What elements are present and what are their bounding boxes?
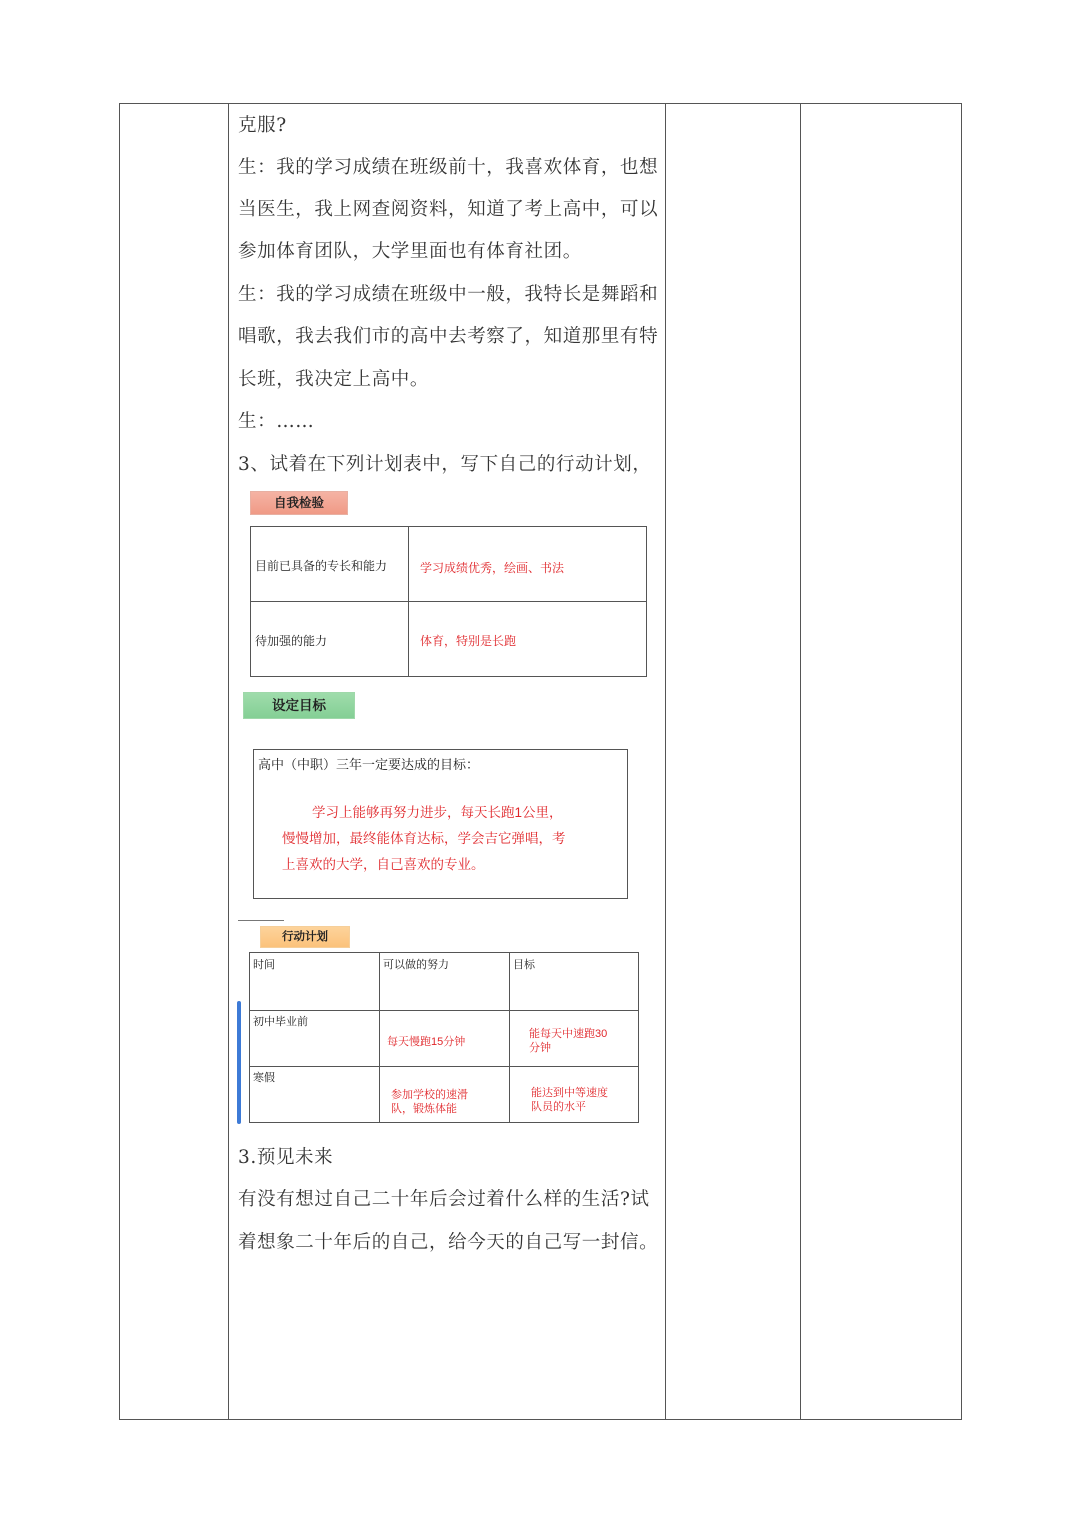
column-divider (509, 953, 510, 1122)
paragraph: 生：我的学习成绩在班级前十，我喜欢体育，也想 (238, 157, 659, 178)
self-check-tag: 自我检验 (250, 491, 348, 515)
table-cell: 参加学校的速滑 (391, 1089, 468, 1101)
goal-text: 上喜欢的大学，自己喜欢的专业。 (282, 857, 485, 872)
paragraph: 有没有想过自己二十年后会过着什么样的生活?试 (238, 1189, 650, 1210)
paragraph: 着想象二十年后的自己，给今天的自己写一封信。 (238, 1232, 659, 1253)
table-cell: 初中毕业前 (253, 1016, 308, 1028)
table-cell: 寒假 (253, 1072, 275, 1084)
paragraph: 当医生，我上网查阅资料，知道了考上高中，可以 (238, 199, 659, 220)
table-cell: 体育，特别是长跑 (420, 634, 517, 648)
paragraph: 唱歌，我去我们市的高中去考察了，知道那里有特 (238, 326, 659, 347)
paragraph: 长班，我决定上高中。 (238, 369, 430, 390)
table-cell: 学习成绩优秀，绘画、书法 (420, 561, 565, 575)
accent-bar (237, 1001, 241, 1124)
goal-text: 慢慢增加，最终能体育达标，学会吉它弹唱，考 (282, 831, 566, 846)
divider (238, 920, 284, 921)
table-cell: 待加强的能力 (255, 634, 328, 648)
action-plan-table (249, 952, 639, 1123)
goal-tag: 设定目标 (243, 692, 355, 719)
section-title: 3.预见未来 (238, 1147, 334, 1168)
table-header: 时间 (253, 959, 275, 971)
paragraph: 生：我的学习成绩在班级中一般，我特长是舞蹈和 (238, 284, 659, 305)
table-cell: 队，锻炼体能 (391, 1103, 457, 1115)
table-cell: 分钟 (529, 1042, 551, 1054)
goal-text: 学习上能够再努力进步，每天长跑1公里， (312, 805, 563, 820)
column-divider (800, 104, 801, 1419)
goal-heading: 高中（中职）三年一定要达成的目标： (258, 757, 480, 772)
table-cell: 队员的水平 (531, 1101, 586, 1113)
row-divider (250, 1010, 638, 1011)
table-header: 目标 (513, 959, 535, 971)
table-cell: 能每天中速跑30 (529, 1028, 608, 1040)
paragraph: 克服? (238, 115, 287, 136)
table-cell: 能达到中等速度 (531, 1087, 608, 1099)
column-divider (665, 104, 666, 1419)
self-check-table (250, 526, 647, 677)
row-divider (251, 601, 646, 602)
table-cell: 每天慢跑15分钟 (387, 1036, 466, 1048)
paragraph: 生：…… (238, 411, 315, 432)
table-header: 可以做的努力 (383, 959, 449, 971)
paragraph: 3、试着在下列计划表中，写下自己的行动计划， (238, 454, 652, 475)
row-divider (250, 1066, 638, 1067)
action-plan-tag: 行动计划 (260, 926, 350, 948)
content-cell (228, 103, 665, 1420)
paragraph: 参加体育团队，大学里面也有体育社团。 (238, 241, 582, 262)
column-divider (379, 953, 380, 1122)
goal-box (253, 749, 628, 899)
table-cell: 目前已具备的专长和能力 (255, 559, 388, 573)
